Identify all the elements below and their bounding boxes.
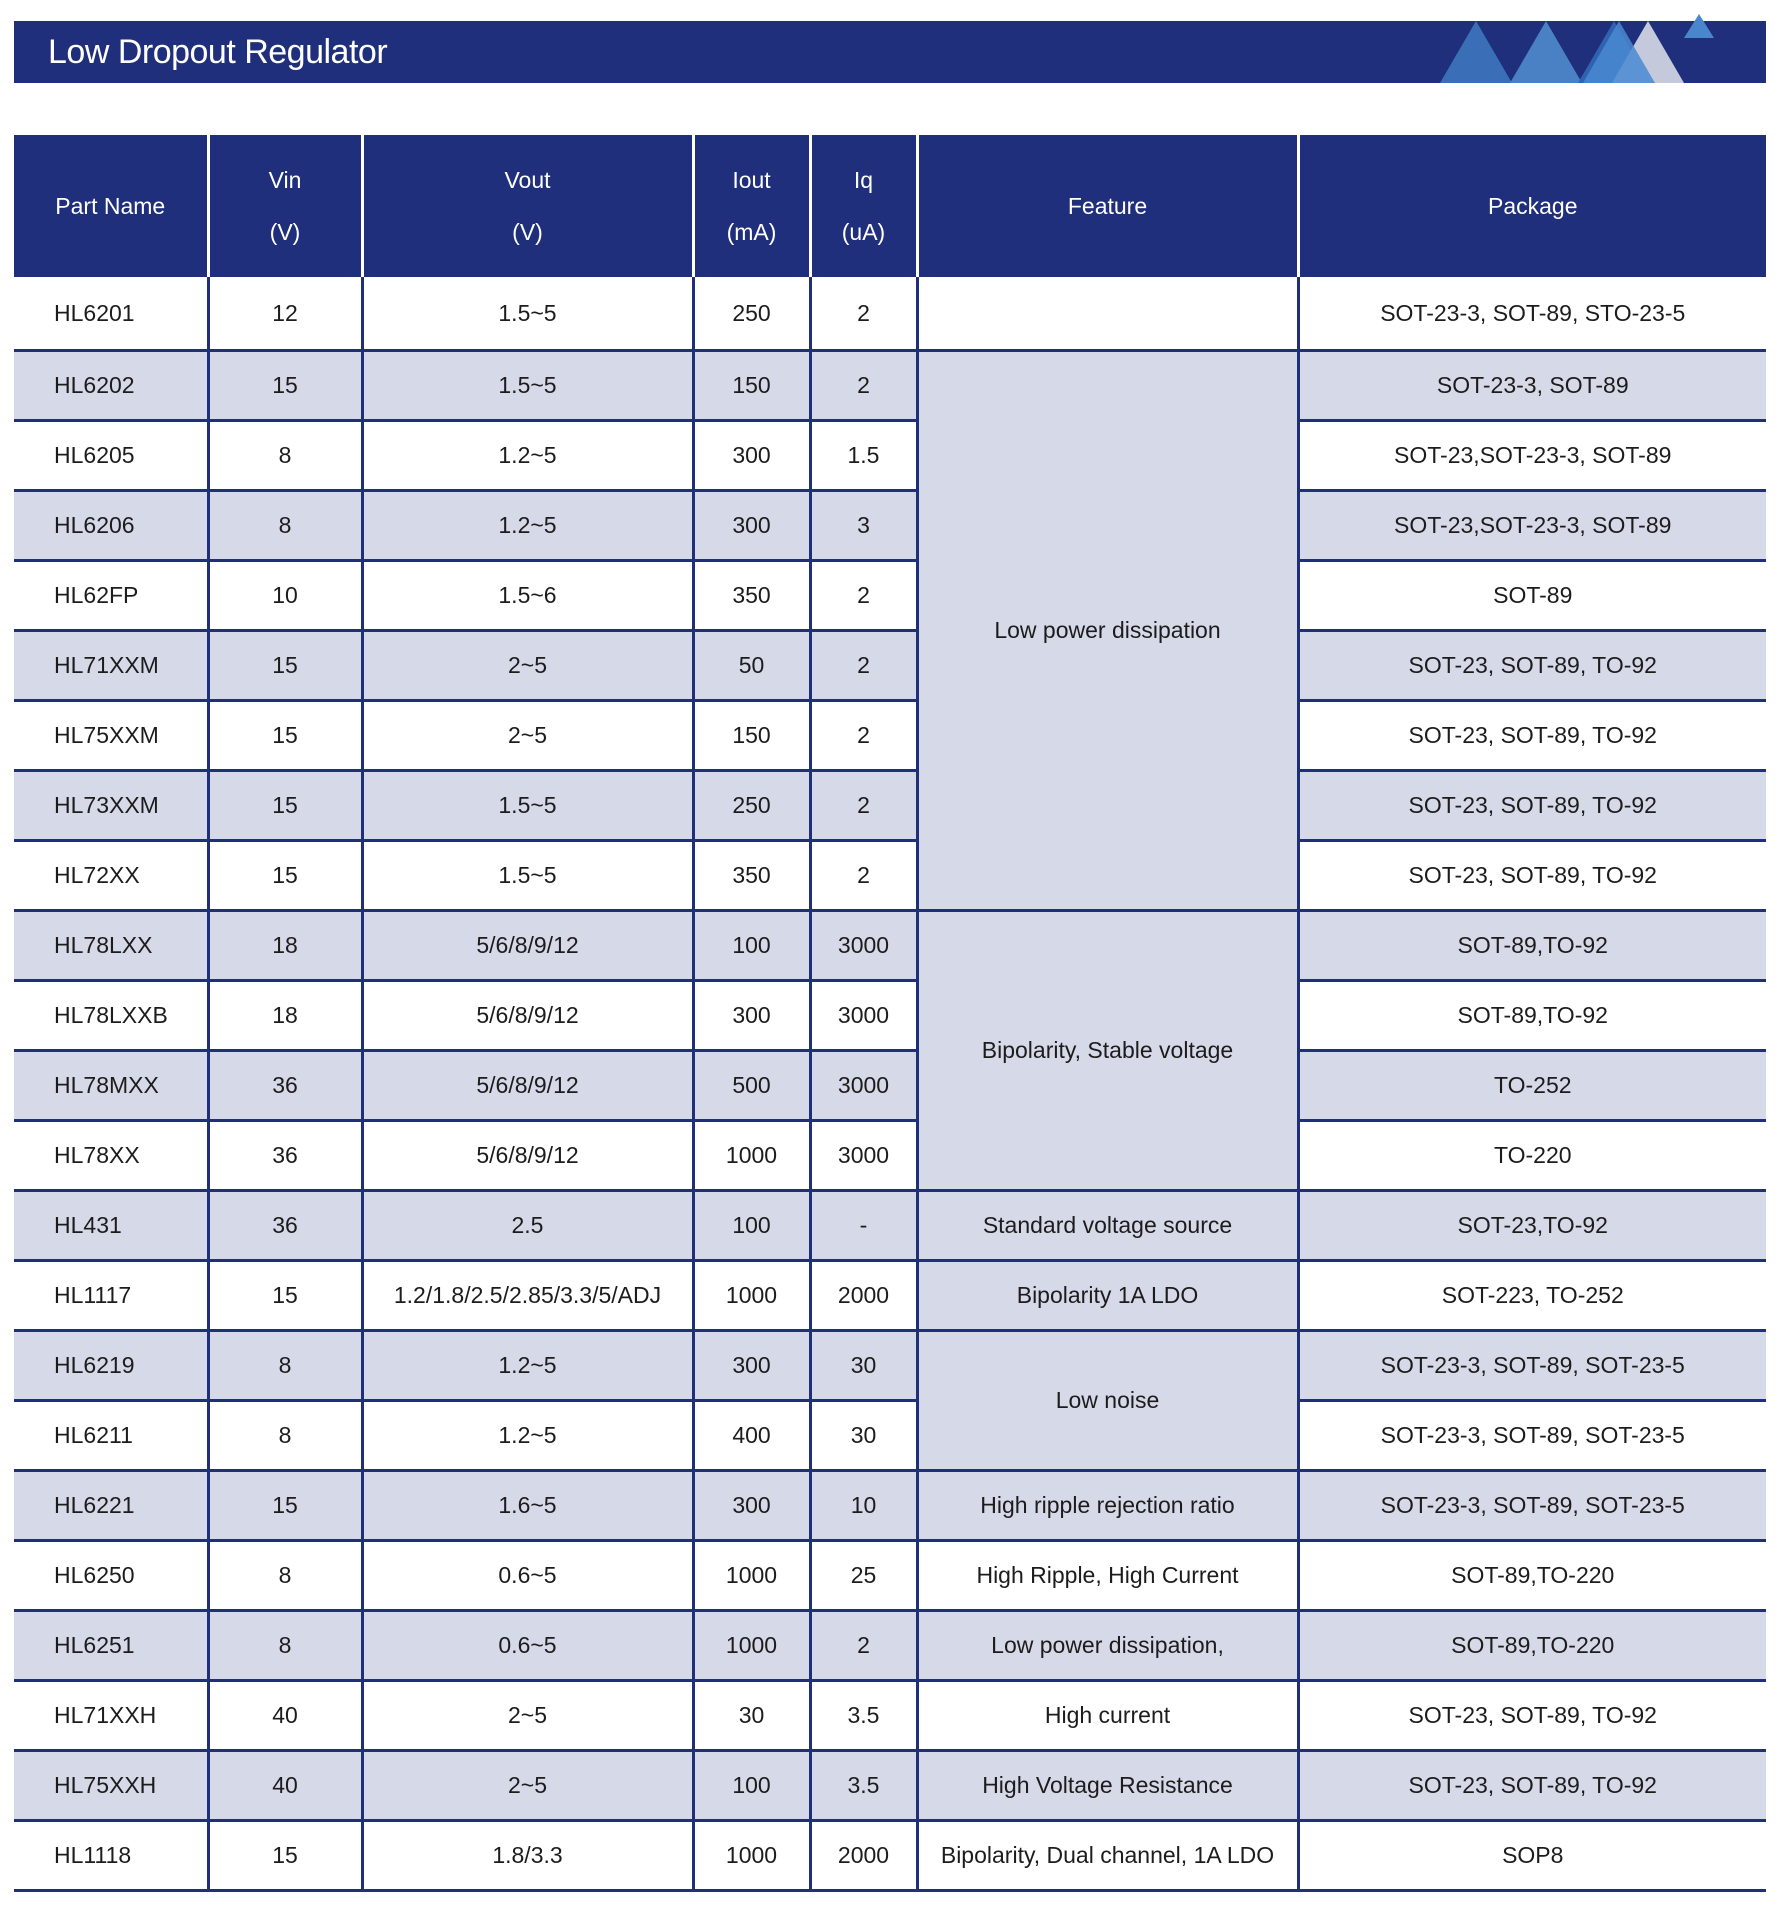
cell-vin: 12 (208, 277, 362, 351)
cell-part: HL431 (14, 1191, 208, 1261)
ldo-table (14, 135, 1766, 1892)
cell-iout: 1000 (693, 1821, 810, 1891)
cell-iout: 150 (693, 701, 810, 771)
cell-vout: 1.5~6 (362, 561, 693, 631)
cell-iq: 30 (810, 1331, 917, 1401)
cell-vin: 36 (208, 1121, 362, 1191)
cell-package: SOT-223, TO-252 (1298, 1261, 1766, 1331)
table-row (14, 911, 1766, 981)
cell-vout: 1.2~5 (362, 1331, 693, 1401)
cell-vout: 2.5 (362, 1191, 693, 1261)
cell-package: SOT-23, SOT-89, TO-92 (1298, 1681, 1766, 1751)
cell-part: HL6219 (14, 1331, 208, 1401)
cell-vin: 15 (208, 351, 362, 421)
cell-part: HL72XX (14, 841, 208, 911)
cell-feature: Low noise (917, 1331, 1298, 1471)
cell-iq: 1.5 (810, 421, 917, 491)
cell-package: SOT-23-3, SOT-89, SOT-23-5 (1298, 1331, 1766, 1401)
col-header-vin: Vin (V) (208, 135, 362, 277)
cell-package: SOT-23,SOT-23-3, SOT-89 (1298, 491, 1766, 561)
cell-iq: 2 (810, 841, 917, 911)
cell-vout: 1.2/1.8/2.5/2.85/3.3/5/ADJ (362, 1261, 693, 1331)
cell-vin: 8 (208, 491, 362, 561)
cell-vout: 1.2~5 (362, 491, 693, 561)
table-row (14, 1541, 1766, 1611)
cell-part: HL75XXM (14, 701, 208, 771)
cell-vin: 36 (208, 1191, 362, 1261)
cell-package: TO-252 (1298, 1051, 1766, 1121)
cell-package: SOT-23,TO-92 (1298, 1191, 1766, 1261)
cell-package: SOT-89,TO-220 (1298, 1541, 1766, 1611)
cell-part: HL75XXH (14, 1751, 208, 1821)
cell-part: HL1118 (14, 1821, 208, 1891)
cell-iq: 3000 (810, 1121, 917, 1191)
table-row (14, 701, 1766, 771)
cell-iout: 500 (693, 1051, 810, 1121)
cell-vout: 1.2~5 (362, 1401, 693, 1471)
cell-iq: 3.5 (810, 1751, 917, 1821)
cell-vin: 15 (208, 631, 362, 701)
cell-package: TO-220 (1298, 1121, 1766, 1191)
table-row (14, 1261, 1766, 1331)
cell-feature: Bipolarity, Stable voltage (917, 911, 1298, 1191)
cell-vin: 8 (208, 1611, 362, 1681)
cell-part: HL6211 (14, 1401, 208, 1471)
cell-iout: 100 (693, 1751, 810, 1821)
col-header-iq: Iq (uA) (810, 135, 917, 277)
cell-iq: 2 (810, 701, 917, 771)
cell-iout: 30 (693, 1681, 810, 1751)
cell-iout: 250 (693, 771, 810, 841)
cell-iout: 400 (693, 1401, 810, 1471)
cell-iq: 2000 (810, 1821, 917, 1891)
cell-vout: 1.8/3.3 (362, 1821, 693, 1891)
cell-vout: 1.5~5 (362, 771, 693, 841)
cell-part: HL6205 (14, 421, 208, 491)
cell-iq: 2000 (810, 1261, 917, 1331)
cell-iout: 250 (693, 277, 810, 351)
decorative-triangles (14, 21, 1766, 83)
cell-package: SOT-89 (1298, 561, 1766, 631)
table-row (14, 1121, 1766, 1191)
cell-iq: 3000 (810, 981, 917, 1051)
table-row (14, 1331, 1766, 1401)
cell-vout: 2~5 (362, 1751, 693, 1821)
cell-iq: 10 (810, 1471, 917, 1541)
cell-package: SOT-23, SOT-89, TO-92 (1298, 841, 1766, 911)
cell-iq: 3000 (810, 911, 917, 981)
cell-part: HL71XXM (14, 631, 208, 701)
cell-vout: 1.5~5 (362, 841, 693, 911)
cell-iq: 3 (810, 491, 917, 561)
cell-vout: 5/6/8/9/12 (362, 1121, 693, 1191)
cell-feature: High Voltage Resistance (917, 1751, 1298, 1821)
cell-iq: 3.5 (810, 1681, 917, 1751)
cell-part: HL6202 (14, 351, 208, 421)
table-row (14, 1611, 1766, 1681)
cell-part: HL78MXX (14, 1051, 208, 1121)
cell-iout: 300 (693, 1331, 810, 1401)
cell-feature: High current (917, 1681, 1298, 1751)
cell-iout: 100 (693, 911, 810, 981)
cell-feature: Standard voltage source (917, 1191, 1298, 1261)
cell-iout: 350 (693, 561, 810, 631)
table-row (14, 771, 1766, 841)
cell-vin: 8 (208, 1541, 362, 1611)
table-row (14, 421, 1766, 491)
cell-vin: 15 (208, 1471, 362, 1541)
cell-vout: 5/6/8/9/12 (362, 1051, 693, 1121)
cell-iout: 1000 (693, 1261, 810, 1331)
table-row (14, 1471, 1766, 1541)
cell-part: HL1117 (14, 1261, 208, 1331)
cell-feature: Low power dissipation, (917, 1611, 1298, 1681)
cell-part: HL6201 (14, 277, 208, 351)
title-bar (14, 21, 1766, 83)
cell-iout: 300 (693, 981, 810, 1051)
cell-package: SOT-23-3, SOT-89, SOT-23-5 (1298, 1401, 1766, 1471)
triangle-decor-small (1680, 10, 1720, 44)
cell-vout: 0.6~5 (362, 1541, 693, 1611)
table-body (14, 277, 1766, 1891)
table-row (14, 1751, 1766, 1821)
triangle-decor-2 (1510, 21, 1582, 83)
cell-vout: 5/6/8/9/12 (362, 911, 693, 981)
cell-iq: 2 (810, 277, 917, 351)
cell-package: SOT-23-3, SOT-89, SOT-23-5 (1298, 1471, 1766, 1541)
triangle-decor-1 (1440, 21, 1512, 83)
table-row (14, 1051, 1766, 1121)
table-row (14, 277, 1766, 351)
table-row (14, 561, 1766, 631)
cell-vout: 5/6/8/9/12 (362, 981, 693, 1051)
cell-vin: 18 (208, 911, 362, 981)
cell-part: HL62FP (14, 561, 208, 631)
cell-package: SOT-23, SOT-89, TO-92 (1298, 1751, 1766, 1821)
cell-part: HL71XXH (14, 1681, 208, 1751)
cell-vout: 1.2~5 (362, 421, 693, 491)
cell-iq: 2 (810, 351, 917, 421)
cell-iout: 50 (693, 631, 810, 701)
cell-iq: 2 (810, 771, 917, 841)
cell-part: HL6206 (14, 491, 208, 561)
cell-package: SOT-23-3, SOT-89, STO-23-5 (1298, 277, 1766, 351)
cell-package: SOT-23, SOT-89, TO-92 (1298, 771, 1766, 841)
cell-vout: 0.6~5 (362, 1611, 693, 1681)
cell-vout: 2~5 (362, 701, 693, 771)
table-row (14, 1681, 1766, 1751)
cell-vin: 15 (208, 701, 362, 771)
cell-feature: High ripple rejection ratio (917, 1471, 1298, 1541)
cell-vout: 1.5~5 (362, 277, 693, 351)
cell-iq: - (810, 1191, 917, 1261)
cell-iq: 30 (810, 1401, 917, 1471)
page-title: Low Dropout Regulator (48, 33, 388, 71)
cell-part: HL6221 (14, 1471, 208, 1541)
cell-vout: 1.6~5 (362, 1471, 693, 1541)
table-row (14, 841, 1766, 911)
table-row (14, 491, 1766, 561)
cell-feature (917, 277, 1298, 351)
col-header-package: Package (1298, 135, 1766, 277)
table-row (14, 631, 1766, 701)
table-row (14, 981, 1766, 1051)
cell-vin: 15 (208, 841, 362, 911)
table-row (14, 1191, 1766, 1261)
cell-package: SOT-89,TO-92 (1298, 911, 1766, 981)
cell-iq: 2 (810, 561, 917, 631)
col-header-vout: Vout (V) (362, 135, 693, 277)
cell-package: SOP8 (1298, 1821, 1766, 1891)
col-header-iout: Iout (mA) (693, 135, 810, 277)
cell-vin: 18 (208, 981, 362, 1051)
cell-vin: 15 (208, 1261, 362, 1331)
cell-vin: 8 (208, 1401, 362, 1471)
cell-part: HL78LXXB (14, 981, 208, 1051)
cell-iout: 300 (693, 421, 810, 491)
col-header-feature: Feature (917, 135, 1298, 277)
cell-iq: 25 (810, 1541, 917, 1611)
col-header-part: Part Name (14, 135, 208, 277)
cell-vin: 8 (208, 421, 362, 491)
cell-vin: 15 (208, 1821, 362, 1891)
cell-package: SOT-89,TO-220 (1298, 1611, 1766, 1681)
cell-part: HL73XXM (14, 771, 208, 841)
cell-vout: 1.5~5 (362, 351, 693, 421)
cell-iout: 300 (693, 1471, 810, 1541)
cell-package: SOT-23, SOT-89, TO-92 (1298, 701, 1766, 771)
cell-vin: 40 (208, 1681, 362, 1751)
cell-iq: 3000 (810, 1051, 917, 1121)
cell-vin: 15 (208, 771, 362, 841)
cell-feature: Bipolarity, Dual channel, 1A LDO (917, 1821, 1298, 1891)
cell-vin: 8 (208, 1331, 362, 1401)
cell-package: SOT-23, SOT-89, TO-92 (1298, 631, 1766, 701)
cell-part: HL6250 (14, 1541, 208, 1611)
cell-iout: 350 (693, 841, 810, 911)
cell-vout: 2~5 (362, 1681, 693, 1751)
cell-feature: Bipolarity 1A LDO (917, 1261, 1298, 1331)
cell-iout: 100 (693, 1191, 810, 1261)
cell-iq: 2 (810, 631, 917, 701)
cell-vin: 40 (208, 1751, 362, 1821)
cell-feature: High Ripple, High Current (917, 1541, 1298, 1611)
cell-vout: 2~5 (362, 631, 693, 701)
cell-iout: 1000 (693, 1121, 810, 1191)
table-row (14, 351, 1766, 421)
cell-vin: 36 (208, 1051, 362, 1121)
cell-package: SOT-23-3, SOT-89 (1298, 351, 1766, 421)
table-header-row (14, 135, 1766, 277)
cell-part: HL78XX (14, 1121, 208, 1191)
cell-feature: Low power dissipation (917, 351, 1298, 911)
cell-package: SOT-23,SOT-23-3, SOT-89 (1298, 421, 1766, 491)
cell-package: SOT-89,TO-92 (1298, 981, 1766, 1051)
cell-iout: 1000 (693, 1611, 810, 1681)
table-row (14, 1401, 1766, 1471)
cell-iout: 150 (693, 351, 810, 421)
cell-iout: 300 (693, 491, 810, 561)
table-row (14, 1821, 1766, 1891)
cell-iq: 2 (810, 1611, 917, 1681)
cell-iout: 1000 (693, 1541, 810, 1611)
cell-part: HL6251 (14, 1611, 208, 1681)
cell-part: HL78LXX (14, 911, 208, 981)
cell-vin: 10 (208, 561, 362, 631)
